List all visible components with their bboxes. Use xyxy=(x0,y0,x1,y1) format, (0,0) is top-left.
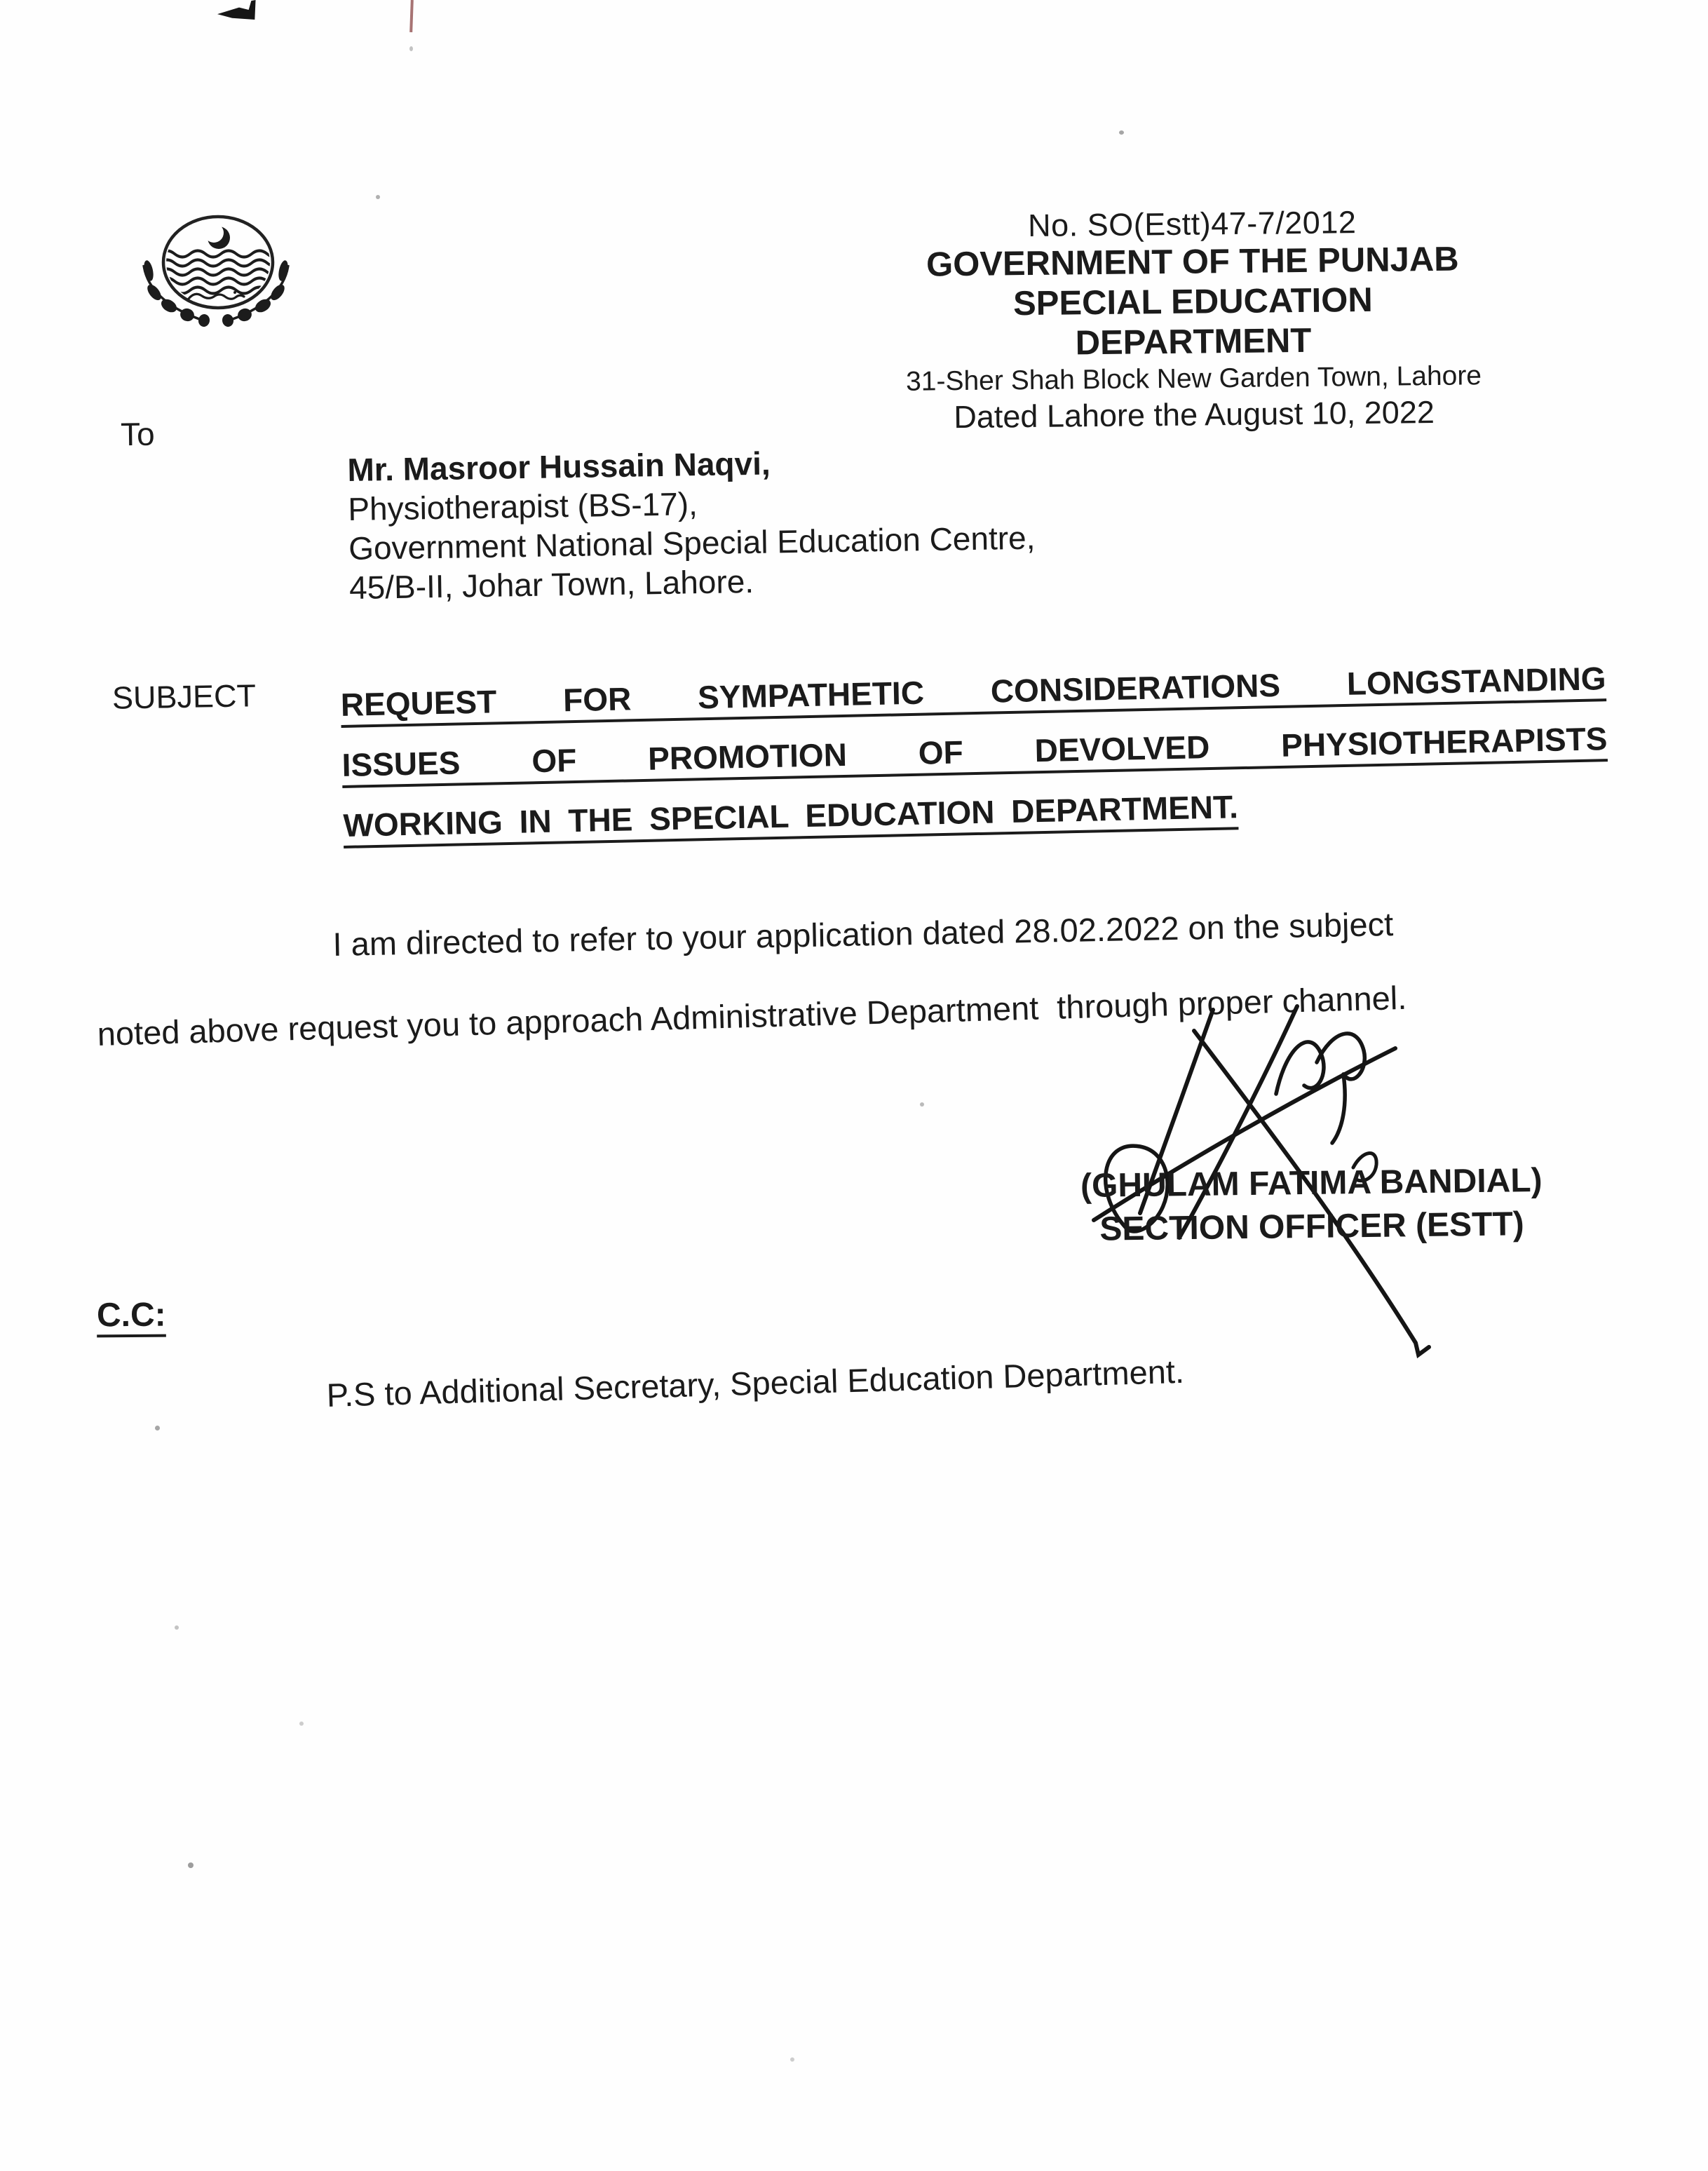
scan-speck xyxy=(920,1102,924,1107)
body-paragraph-line-1: I am directed to refer to your application dated 28.02.2022 on the subject xyxy=(332,905,1394,963)
reference-number: No. SO(Estt)47-7/2012 xyxy=(1027,204,1357,244)
scan-speck xyxy=(1119,130,1124,135)
subject-label: SUBJECT xyxy=(111,677,257,716)
to-label: To xyxy=(120,415,155,453)
scan-speck xyxy=(155,1426,160,1431)
department-address: 31-Sher Shah Block New Garden Town, Lahore xyxy=(905,360,1482,397)
signatory-block xyxy=(1020,1158,1603,1252)
subject-line-1: REQUEST FOR SYMPATHETIC CONSIDERATIONS LONGSTANDING xyxy=(340,660,1607,723)
addressee-designation: Physiotherapist (BS-17), xyxy=(347,485,698,527)
subject-text xyxy=(340,648,1609,855)
scan-speck xyxy=(175,1625,179,1630)
scanner-red-line-artifact xyxy=(409,0,414,32)
subject-line-3: WORKING IN THE SPECIAL EDUCATION DEPARTMENT. xyxy=(342,788,1239,844)
letterhead xyxy=(897,203,1489,437)
subject-line-2: ISSUES OF PROMOTION OF DEVOLVED PHYSIOTHERAPISTS xyxy=(341,720,1608,783)
signatory-name: (GHULAM FATIMA BANDIAL) xyxy=(1080,1161,1543,1205)
government-title: GOVERNMENT OF THE PUNJAB xyxy=(926,240,1459,284)
signatory-title: SECTION OFFICER (ESTT) xyxy=(1099,1205,1525,1248)
scan-speck xyxy=(409,46,413,51)
department-title: SPECIAL EDUCATION DEPARTMENT xyxy=(1012,280,1374,363)
body-paragraph-line-2: noted above request you to approach Administrative Department through proper channel. xyxy=(97,978,1407,1053)
addressee-block xyxy=(347,436,1261,607)
letter-date: Dated Lahore the August 10, 2022 xyxy=(954,393,1435,435)
cc-label: C.C: xyxy=(96,1296,166,1334)
addressee-office: Government National Special Education Centre, xyxy=(348,519,1036,567)
addressee-name: Mr. Masroor Hussain Naqvi, xyxy=(347,445,771,488)
punjab-government-emblem-icon xyxy=(135,209,297,328)
scan-speck xyxy=(188,1862,194,1868)
scan-speck xyxy=(299,1722,304,1726)
scan-speck xyxy=(790,2057,794,2062)
cc-item-1: P.S to Additional Secretary, Special Education Department. xyxy=(326,1352,1185,1414)
addressee-address: 45/B-II, Johar Town, Lahore. xyxy=(348,562,754,606)
scan-speck xyxy=(376,195,380,199)
scan-corner-artifact xyxy=(217,0,261,20)
